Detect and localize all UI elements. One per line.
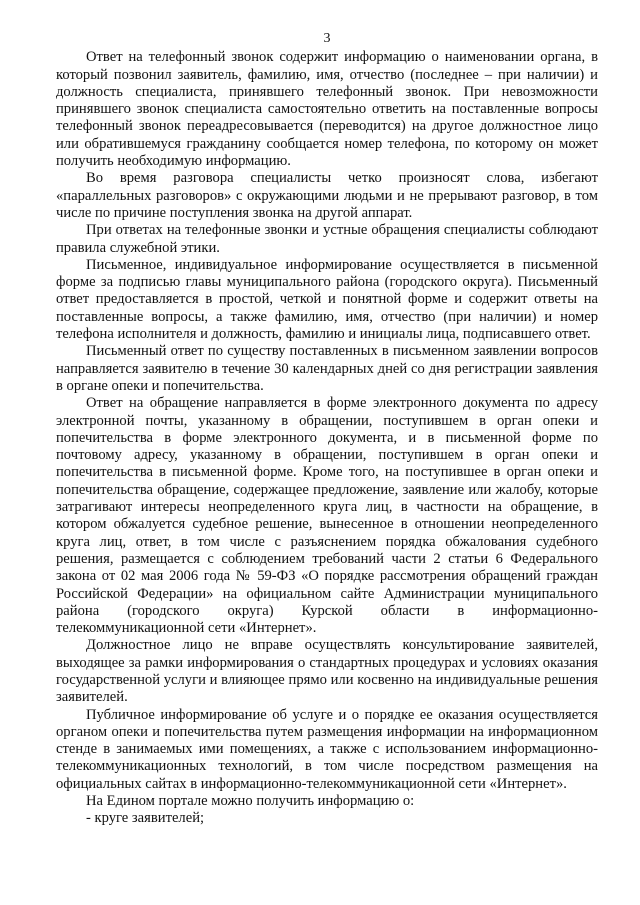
paragraph-unified-portal: На Едином портале можно получить информацию о:	[86, 793, 415, 810]
paragraph-written-answer-term: Письменный ответ по существу поставленных в письменном заявлении вопросов направляется заявителю в течение 30 календарных дней со дня регистрации заявления в органе опеки и попечительства.	[56, 343, 598, 394]
paragraph-public-informing: Публичное информирование об услуге и о порядке ее оказания осуществляется органом опеки и попечительства путем размещения информации на информационном стенде в занимаемых ими помещениях, а также с использованием информационно-телекоммуникационных технологий, в том числе посредством размещения на официальных сайтах в информационно-телекоммуникационной сети «Интернет».	[56, 706, 598, 792]
document-page	[56, 30, 598, 828]
paragraph-service-ethics: При ответах на телефонные звонки и устные обращения специалисты соблюдают правила служебной этики.	[56, 222, 598, 256]
page-number: 3	[323, 31, 331, 46]
paragraph-consulting-limits: Должностное лицо не вправе осуществлять консультирование заявителей, выходящее за рамки информирования о стандартных процедурах и условиях оказания государственной услуги и влияющее прямо или косвенно на индивидуальные решения заявителей.	[56, 637, 598, 706]
paragraph-phone-answer: Ответ на телефонный звонок содержит информацию о наименовании органа, в который позвонил заявитель, фамилию, имя, отчество (последнее – при наличии) и должность специалиста, принявшего телефонный звонок. При невозможности принявшего звонок специалиста самостоятельно ответить на поставленные вопросы телефонный звонок переадресовывается (переводится) на другое должностное лицо или обратившемуся гражданину сообщается номер телефона, по которому он может получить необходимую информацию.	[56, 49, 598, 170]
paragraph-written-informing: Письменное, индивидуальное информирование осуществляется в письменной форме за подписью главы муниципального района (городского округа). Письменный ответ предоставляется в простой, четкой и понятной форме и содержит ответы на поставленные вопросы, а также фамилию, имя, отчество (при наличии) и номер телефона исполнителя и должность, фамилию и инициалы лица, подписавшего ответ.	[56, 256, 598, 343]
paragraph-electronic-answer: Ответ на обращение направляется в форме электронного документа по адресу электронной почты, указанному в обращении, поступившем в орган опеки и попечительства в форме электронного документа, и в письменной форме по почтовому адресу, указанному в обращении, поступившем в орган опеки и попечительства в письменной форме. Кроме того, на поступившее в орган опеки и попечительства обращение, содержащее предложение, заявление или жалобу, которые затрагивают интересы неопределенного круга лиц, в частности на обращение, в котором обжалуется судебное решение, вынесенное в отношении неопределенного круга лиц, ответ, в том числе с разъяснением порядка обжалования судебного решения, размещается с соблюдением требований части 2 статьи 6 Федерального закона от 02 мая 2006 года № 59-ФЗ «О порядке рассмотрения обращений граждан Российской Федерации» на официальном сайте Администрации муниципального района (городского округа) Курской области в информационно-телекоммуникационной сети «Интернет».	[56, 395, 598, 637]
paragraph-conversation-rules: Во время разговора специалисты четко произносят слова, избегают «параллельных разговоров» с окружающими людьми и не прерывают разговор, в том числе по причине поступления звонка на другой аппарат.	[56, 170, 598, 221]
list-item-applicants: - круге заявителей;	[86, 810, 205, 827]
